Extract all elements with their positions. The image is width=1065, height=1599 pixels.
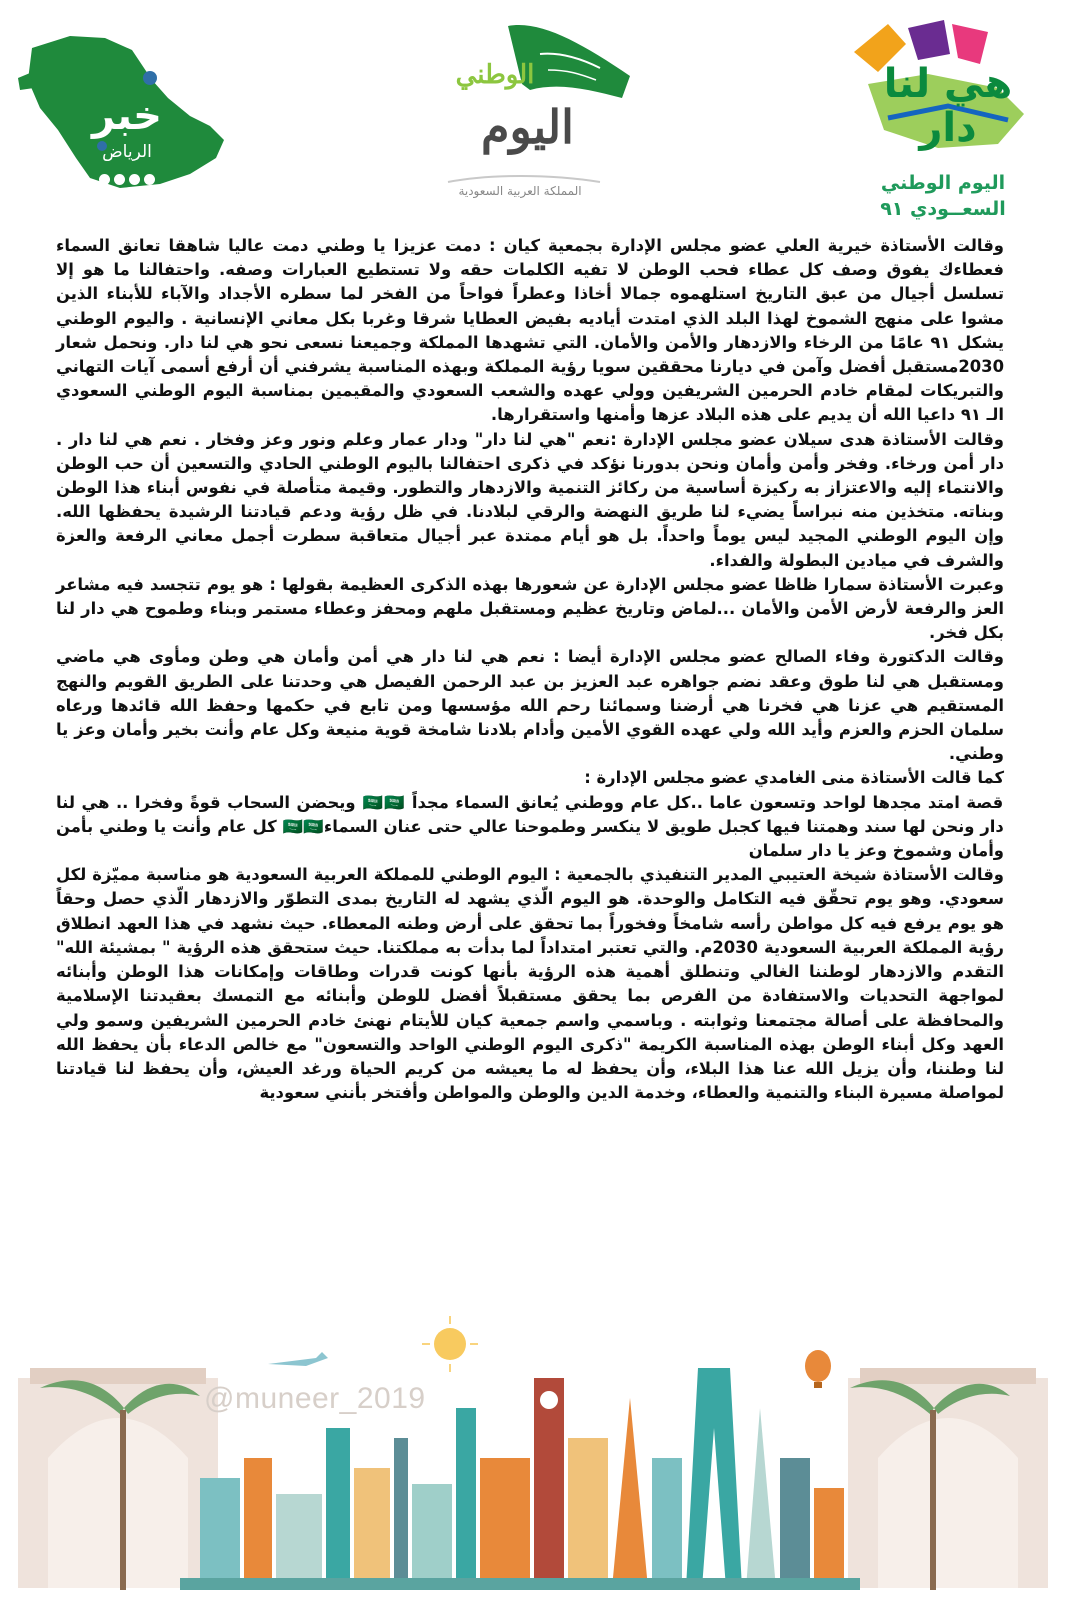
paragraph-khairiya: وقالت الأستاذة خيرية العلي عضو مجلس الإدارة بجمعية كيان : دمت عزيزا يا وطني دمت عاليا شاهقا تعانق السماء فعطاءك يفوق وصف كل عطاء فحب الوطن لا تفيه الكلمات حقه ولا تستطيع العبارات وصفه. واحتفالنا ما هو إلا تسلسل أجيال من عبق التاريخ استلهموه جمالا أخاذا وعطراً فواحاً من الفخر لما سطره الأجداد والآباء للأبناء الذين مشوا على منهج الشموخ لهذا البلد الذي امتدت أياديه بفيض العطايا شرقا وغربا بكل معاني الإنسانية . واليوم الوطني يشكل ٩١ عامًا من الرخاء والازدهار والأمن والأمان. التي تشهدها المملكة وجميعنا نسعى نحو هي لنا دار. ونحمل شعار 2030مستقبل أفضل وآمن في ديارنا محققين سويا رؤية المملكة وبهذه المناسبة يشرفني أن أرفع أسمى آيات التهاني والتبريكات لمقام خادم الحرمين الشريفين وولي عهده والشعب السعودي والمقيمين بمناسبة اليوم الوطني السعودي الـ ٩١ داعيا الله أن يديم على هذه البلاد عزها وأمنها واستقرارها. <box>56 236 1004 425</box>
center-logo-kingdom: المملكة العربية السعودية <box>458 184 582 198</box>
national-day-logo <box>430 12 640 212</box>
riyadh-skyline-illustration <box>0 1308 1065 1599</box>
news-brand-name: خبر <box>91 93 163 139</box>
right-logo-slogan: هي لنا دار <box>883 61 1013 151</box>
paragraph-mona-intro: كما قالت الأستاذة منى الغامدي عضو مجلس الإدارة : <box>584 768 1004 788</box>
snapchat-icon <box>99 174 110 185</box>
article-body <box>56 234 1004 1105</box>
skyline-footer <box>0 1308 1065 1599</box>
national-day-91-logo <box>848 14 1038 219</box>
paragraph-mona: قصة امتد مجدها لواحد وتسعون عاما ..كل عام ووطني يُعانق السماء مجداً 🇸🇦🇸🇦 ويحضن السحاب قوةً وفخرا .. هي لنا دار ونحن لها سند وهمتنا فيها كجبل طويق لا ينكسر وطموحنا عالي حتى عنان السماء🇸🇦🇸🇦 كل عام وأنت يا وطني بأمن وأمان وشموخ وعز يا دار سلمان <box>56 792 1004 861</box>
instagram-icon <box>129 174 140 185</box>
news-brand-city: الرياض <box>102 142 152 162</box>
right-logo-line-1: اليوم الوطني <box>880 172 1006 194</box>
paragraph-samara: وعبرت الأستاذة سمارا ظاظا عضو مجلس الإدارة عن شعورها بهذه الذكرى العظيمة بقولها : هو يوم تتجسد فيه مشاعر العز والرفعة لأرض الأمن والأمان ...لماض وتاريخ عظيم ومستقبل ملهم ومحفز وعطاء مستمر وبناء وطموح هي دار لنا بكل فخر. <box>56 574 1004 643</box>
center-logo-subtitle: الوطني <box>455 60 535 90</box>
paragraph-huda: وقالت الأستاذة هدى سيلان عضو مجلس الإدارة :نعم "هي لنا دار" ودار عمار وعلم ونور وعز وفخار . نعم هي لنا دار . دار أمن ورخاء. وفخر وأمن وأمان ونحن بدورنا نؤكد في ذكرى احتفالنا باليوم الوطني الحادي والتسعين أن حب الوطن والانتماء إليه والاعتزاز به ركيزة أساسية من ركائز التنمية والازدهار والتطور. وقيمة متأصلة في نفوس أبناء هذا الوطن وبناته. متخذين منه نبراساً يضيء لنا طريق النهضة والرقي لبلادنا. في ظل رؤية ودعم قيادتنا الرشيدة يحفظها الله. وإن اليوم الوطني المجيد ليس يوماً واحداً. بل هو أيام ممتدة عبر أجيال متعاقبة سطرت أجمل معاني الرفعة والعزة والشرف في ميادين البطولة والفداء. <box>56 429 1004 570</box>
right-logo-line-2: السعــودي ٩١ <box>880 198 1006 220</box>
youtube-icon <box>144 174 155 185</box>
news-map-logo <box>10 18 230 196</box>
paragraph-sheikha: وقالت الأستاذة شيخة العتيبي المدير التنفيذي بالجمعية : اليوم الوطني للمملكة العربية السعودية هو مناسبة مميّزة لكل سعودي. وهو يوم تحقّق فيه التكامل والوحدة. هو اليوم الّذي يشهد له التاريخ بمدى التطوّر والازدهار الّذي حصل وحقاً هو يوم يرفع فيه كل مواطن رأسه شامخاً وفخوراً بما تحقق على أرض وطنه المعطاء. حيث نشهد في هذا العهد انطلاق رؤية المملكة العربية السعودية 2030م. والتي تعتبر امتداداً لما بدأت به مملكتنا. حيث ستحقق هذه الرؤية " بمشيئة الله" التقدم والازدهار لوطننا الغالي وتنطلق أهمية هذه الرؤية بأنها كونت قدرات وطاقات وإمكانات هذا الوطن وأبنائه لمواجهة التحديات والاستفادة من الفرص بما يحقق مستقبلاً أفضل للوطن وأبنائه مع التمسك بعقيدتنا الإسلامية والمحافظة على أصالة مجتمعنا وثوابته . وباسمي واسم جمعية كيان للأيتام نهنئ خادم الحرمين الشريفين وسمو ولي العهد وكل أبناء الوطن بهذه المناسبة الكريمة "ذكرى اليوم الوطني الواحد والتسعون" مع خالص الدعاء بأن يحفظ الله لنا وطننا، وأن يزيل الله عنا هذا البلاء، وأن يحفظ له ما يعيشه من كريم الحياة ورغد العيش، وأن يحفظ لنا قيادتنا لمواصلة مسيرة البناء والتنمية والعطاء، وخدمة الدين والوطن والمواطن وأفتخر بأنني سعودية <box>56 865 1004 1103</box>
social-icons <box>82 170 172 184</box>
author-watermark: @muneer_2019 <box>204 1382 426 1415</box>
news-handle: NEWS2030_KSA <box>99 188 151 196</box>
paragraph-wafa: وقالت الدكتورة وفاء الصالح عضو مجلس الإدارة أيضا : نعم هي لنا دار هي أمن وأمان هي وطن ومأوى هي ماضي ومستقبل هي لنا طوق وعقد نضم جواهره عبد العزيز بن عبد الرحمن الفيصل هي وحدتنا على الطريق القويم والنهج المستقيم هي عزنا هي فخرنا هي أرضنا وسمائنا رحم الله مؤسسها ومن تابع في حكمها وحفظ الله قائدها ورعاه سلمان الحزم والعزم وأيد الله ولي عهده القوي الأمين وأدام بلادنا شامخة قوية منيعة وكل عام وأنت بخير وأمان وعز يا وطني. <box>56 647 1004 764</box>
twitter-icon <box>114 174 125 185</box>
center-logo-title: اليوم <box>481 100 574 154</box>
